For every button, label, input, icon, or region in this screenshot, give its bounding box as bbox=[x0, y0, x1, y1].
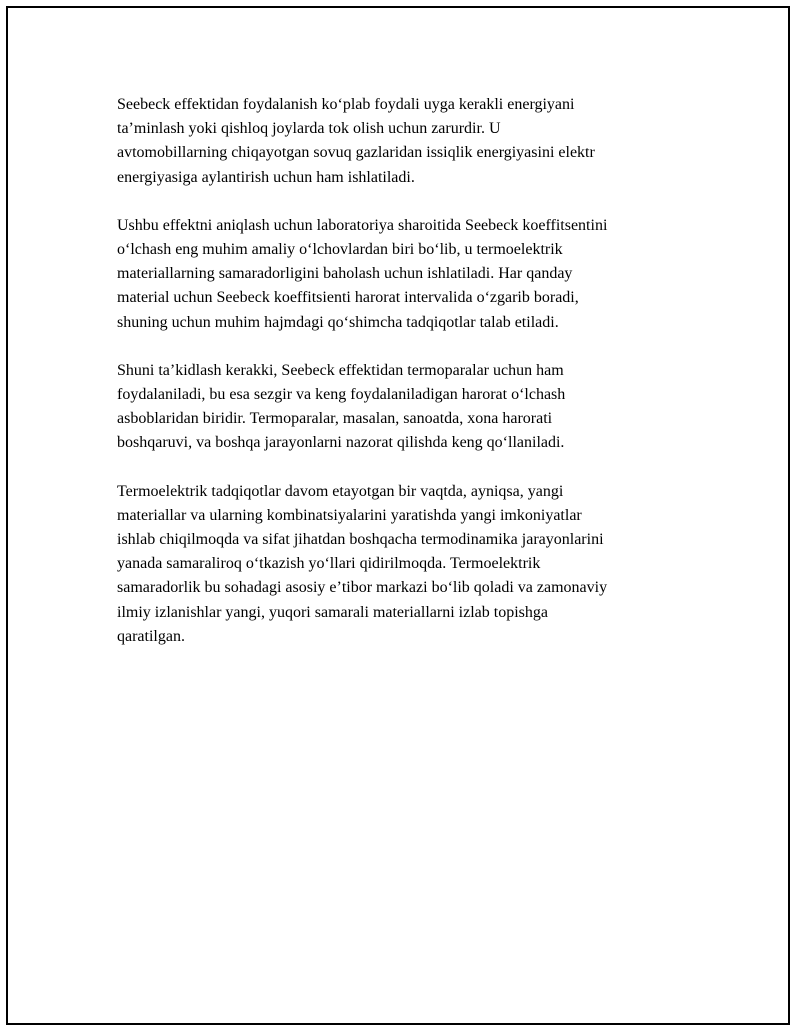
text-line: foydalaniladi, bu esa sezgir va keng foydalaniladigan harorat oʻlchash bbox=[117, 386, 566, 404]
text-line: materiallarning samaradorligini baholash uchun ishlatiladi. Har qanday bbox=[117, 265, 573, 283]
text-line: Shuni taʼkidlash kerakki, Seebeck effektidan termoparalar uchun ham bbox=[117, 361, 564, 379]
document-body bbox=[117, 93, 692, 673]
text-line: Seebeck effektidan foydalanish koʻplab foydali uyga kerakli energiyani bbox=[117, 96, 575, 113]
text-line: qaratilgan. bbox=[117, 627, 185, 645]
text-line: taʼminlash yoki qishloq joylarda tok olish uchun zarurdir. U bbox=[117, 120, 501, 138]
text-line: ishlab chiqilmoqda va sifat jihatdan boshqacha termodinamika jarayonlarini bbox=[117, 531, 604, 549]
text-line: Termoelektrik tadqiqotlar davom etayotgan bir vaqtda, ayniqsa, yangi bbox=[117, 482, 564, 500]
text-line: Ushbu effektni aniqlash uchun laboratoriya sharoitida Seebeck koeffitsentini bbox=[117, 216, 608, 234]
text-line: yanada samaraliroq oʻtkazish yoʻllari qidirilmoqda. Termoelektrik bbox=[117, 555, 541, 573]
text-line: material uchun Seebeck koeffitsienti harorat intervalida oʻzgarib boradi, bbox=[117, 289, 579, 307]
text-line: shuning uchun muhim hajmdagi qoʻshimcha tadqiqotlar talab etiladi. bbox=[117, 313, 559, 331]
text-line: materiallar va ularning kombinatsiyalarini yaratishda yangi imkoniyatlar bbox=[117, 506, 582, 524]
text-line: ilmiy izlanishlar yangi, yuqori samarali materiallarni izlab topishga bbox=[117, 603, 548, 621]
text-line: avtomobillarning chiqayotgan sovuq gazlaridan issiqlik energiyasini elektr bbox=[117, 144, 595, 162]
text-line: samaradorlik bu sohadagi asosiy eʼtibor markazi boʻlib qoladi va zamonaviy bbox=[117, 579, 608, 597]
paragraph-4 bbox=[117, 480, 692, 649]
text-line: energiyasiga aylantirish uchun ham ishlatiladi. bbox=[117, 168, 415, 186]
text-line: boshqaruvi, va boshqa jarayonlarni nazorat qilishda keng qoʻllaniladi. bbox=[117, 434, 565, 452]
text-line: asboblaridan biridir. Termoparalar, masalan, sanoatda, xona harorati bbox=[117, 410, 553, 428]
text-line: oʻlchash eng muhim amaliy oʻlchovlardan biri boʻlib, u termoelektrik bbox=[117, 241, 563, 259]
paragraph-1 bbox=[117, 93, 692, 190]
paragraph-2 bbox=[117, 214, 692, 335]
paragraph-3 bbox=[117, 359, 692, 456]
